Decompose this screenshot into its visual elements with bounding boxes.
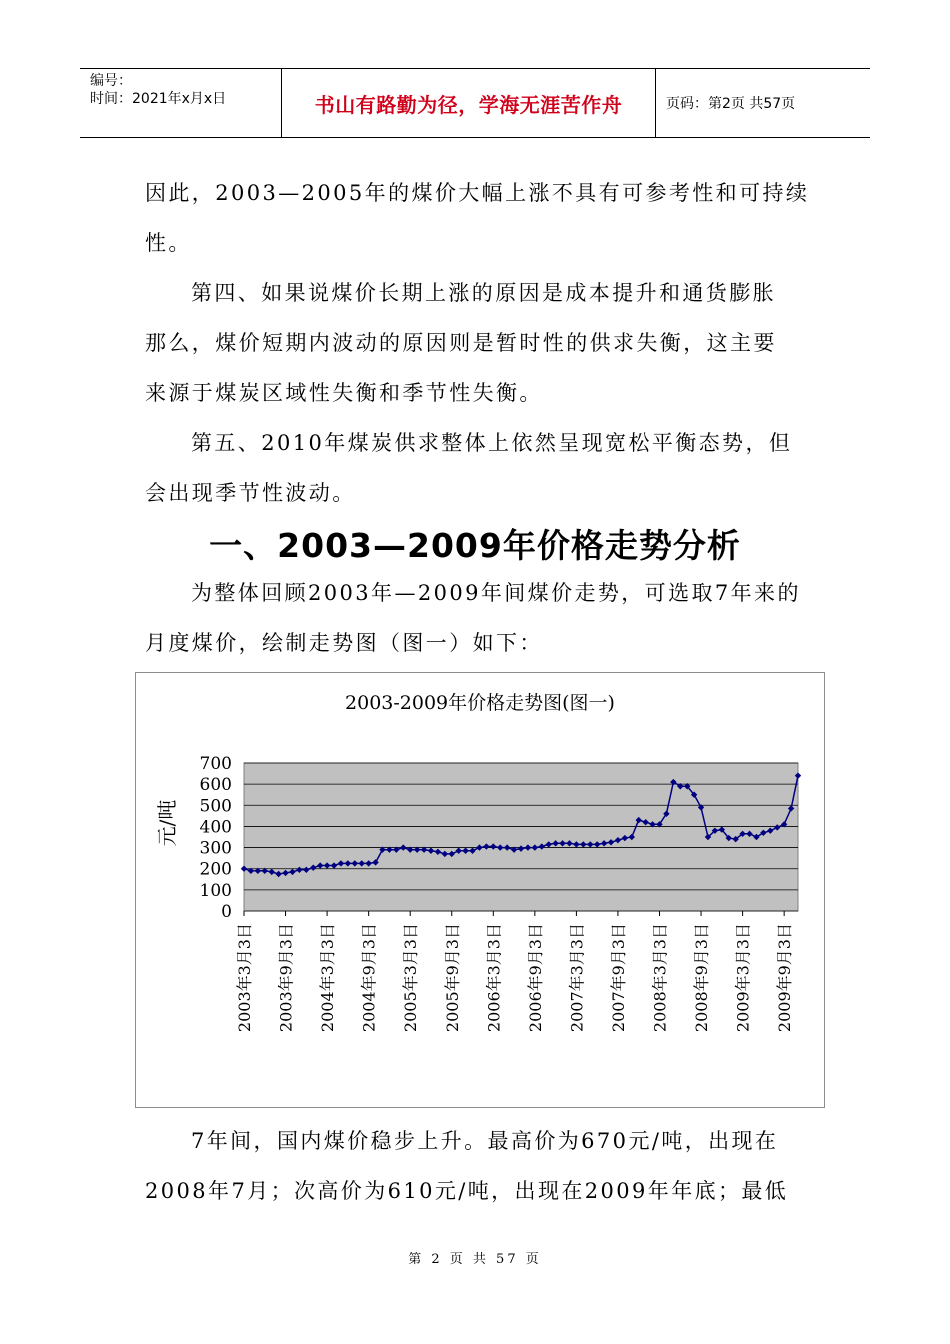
y-tick-label: 600 — [199, 775, 232, 796]
x-tick-label: 2008年9月3日 — [692, 923, 712, 1033]
header-page-info: 页码：第2页 共57页 — [666, 96, 796, 112]
x-tick-label: 2008年3月3日 — [650, 923, 670, 1033]
paragraph-2-line-3: 来源于煤炭区域性失衡和季节性失衡。 — [145, 381, 543, 405]
x-tick-label: 2007年3月3日 — [567, 923, 587, 1033]
page-footer: 第 2 页 共 57 页 — [408, 1252, 542, 1267]
x-tick-label: 2006年9月3日 — [525, 923, 545, 1033]
intro-line-1: 为整体回顾2003年—2009年间煤价走势，可选取7年来的 — [191, 581, 801, 605]
x-tick-label: 2009年9月3日 — [775, 923, 795, 1033]
chart-svg — [136, 673, 824, 1107]
y-tick-label: 500 — [199, 796, 232, 817]
x-tick-label: 2009年3月3日 — [733, 923, 753, 1033]
y-tick-label: 0 — [221, 902, 232, 922]
x-tick-label: 2007年9月3日 — [608, 923, 628, 1033]
header-motto: 书山有路勤为径，学海无涯苦作舟 — [314, 92, 623, 117]
intro-paragraph — [145, 568, 810, 668]
header-motto-cell — [282, 69, 656, 137]
chart-title: 2003-2009年价格走势图(图一) — [345, 692, 615, 714]
x-tick-label: 2005年9月3日 — [442, 923, 462, 1033]
document-time-label: 时间：2021年x月x日 — [90, 91, 227, 107]
paragraph-2-line-2: 那么，煤价短期内波动的原因则是暂时性的供求失衡，这主要 — [145, 331, 777, 355]
document-number-label: 编号： — [90, 73, 132, 89]
y-tick-label: 300 — [199, 838, 232, 859]
paragraph-3-line-1: 第五、2010年煤炭供求整体上依然呈现宽松平衡态势，但 — [191, 431, 793, 455]
closing-paragraph — [145, 1116, 810, 1216]
y-tick-label: 700 — [199, 754, 232, 774]
body-paragraphs — [145, 168, 810, 518]
y-axis-label: 元/吨 — [155, 799, 179, 847]
y-tick-label: 400 — [199, 817, 232, 838]
y-tick-label: 200 — [199, 859, 232, 880]
closing-line-1: 7年间，国内煤价稳步上升。最高价为670元/吨，出现在 — [191, 1129, 779, 1153]
x-tick-label: 2006年3月3日 — [484, 923, 504, 1033]
section-heading: 一、2003—2009年价格走势分析 — [209, 526, 741, 565]
y-tick-label: 100 — [199, 880, 232, 901]
x-tick-label: 2004年9月3日 — [359, 923, 379, 1033]
document-header — [80, 68, 870, 138]
x-tick-label: 2003年9月3日 — [276, 923, 296, 1033]
paragraph-3-line-2: 会出现季节性波动。 — [145, 481, 356, 505]
paragraph-1-line-2: 性。 — [145, 231, 192, 255]
paragraph-2-line-1: 第四、如果说煤价长期上涨的原因是成本提升和通货膨胀 — [191, 281, 776, 305]
header-page-cell — [656, 69, 870, 137]
x-tick-label: 2005年3月3日 — [401, 923, 421, 1033]
header-meta — [80, 69, 282, 137]
price-trend-chart — [135, 672, 825, 1108]
closing-line-2: 2008年7月；次高价为610元/吨，出现在2009年年底；最低 — [145, 1179, 789, 1203]
intro-line-2: 月度煤价，绘制走势图（图一）如下： — [145, 631, 543, 655]
x-tick-label: 2003年3月3日 — [235, 923, 254, 1033]
plot-area — [244, 763, 798, 911]
paragraph-1-line-1: 因此，2003—2005年的煤价大幅上涨不具有可参考性和可持续 — [145, 181, 810, 205]
x-tick-label: 2004年3月3日 — [318, 923, 338, 1033]
